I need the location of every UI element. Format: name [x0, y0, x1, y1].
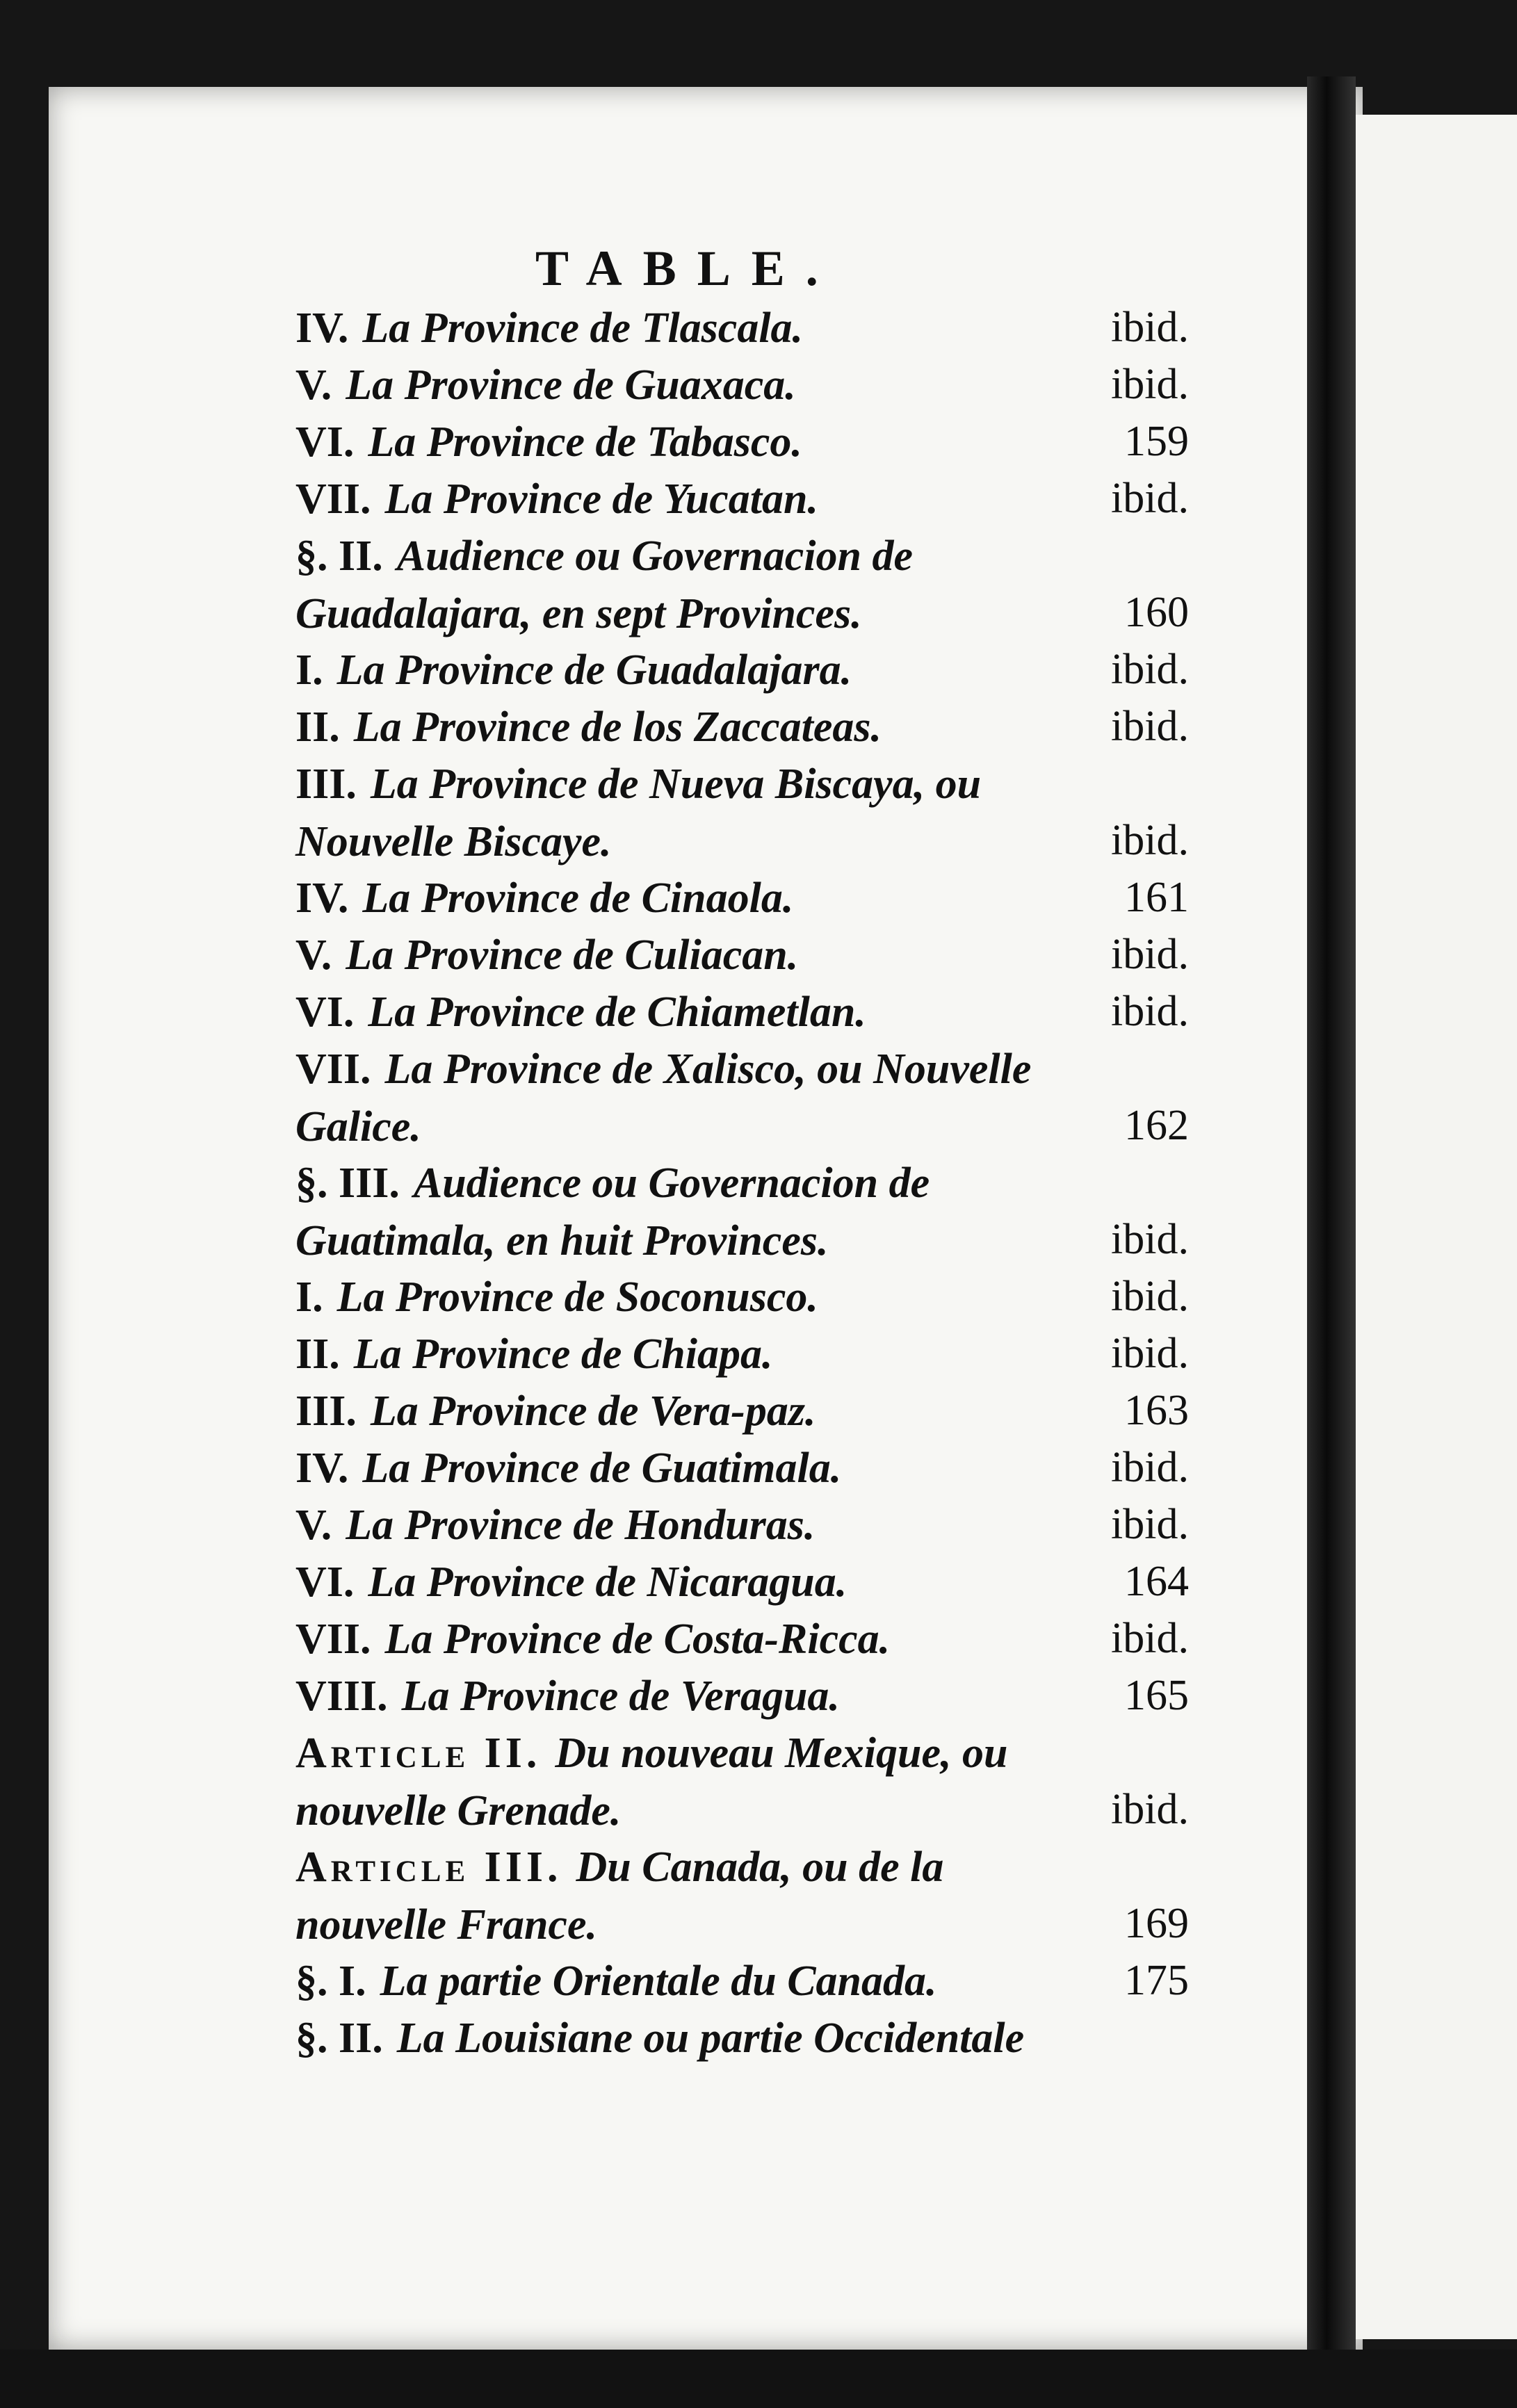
entry-number: IV. [295, 1445, 349, 1492]
entry-text: La Province de Vera-paz. [370, 1388, 816, 1435]
toc-line [295, 2009, 1189, 2066]
entry-number: §. II. [295, 2015, 383, 2062]
entry-number: III. [295, 760, 357, 808]
toc-line [295, 1667, 1189, 1724]
entry-text: La Province de Tabasco. [368, 418, 802, 466]
entry-page: 165 [1124, 1672, 1189, 1719]
toc-line [295, 1496, 1189, 1553]
toc-line [295, 641, 1189, 698]
toc-line [295, 1382, 1189, 1439]
entry-page: 164 [1124, 1558, 1189, 1605]
entry-text: La Province de Guatimala. [362, 1445, 842, 1492]
entry-number: II. [295, 703, 340, 751]
entry-text: La Province de Tlascala. [362, 304, 804, 352]
entry-page: ibid. [1111, 1273, 1189, 1320]
toc-line [295, 1268, 1189, 1325]
entry-number: IV. [295, 874, 349, 922]
entry-number: VII. [295, 475, 371, 523]
entry-text: La Province de Yucatan. [384, 475, 818, 523]
toc-entry [295, 1325, 1189, 1382]
entry-text: La Province de Chiametlan. [368, 989, 866, 1036]
entry-number: VI. [295, 989, 355, 1036]
entry-text: La Province de Nicaragua. [368, 1559, 847, 1606]
entry-number: III. [295, 1388, 357, 1435]
entry-page: ibid. [1111, 1786, 1189, 1833]
toc-line [295, 1553, 1189, 1610]
toc-entry-section [295, 527, 1189, 642]
entry-page: ibid. [1111, 703, 1189, 750]
toc-line [295, 413, 1189, 470]
entry-page: ibid. [1111, 1216, 1189, 1263]
entry-number: V. [295, 1502, 332, 1549]
entry-page: ibid. [1111, 1444, 1189, 1491]
entry-text: Du nouveau Mexique, ou nouvelle Grenade. [295, 1730, 1008, 1835]
entry-text: La partie Orientale du Canada. [380, 1958, 937, 2005]
entry-page: 162 [1124, 1102, 1189, 1149]
entry-text: La Province de Culiacan. [346, 932, 799, 979]
entry-page: ibid. [1111, 817, 1189, 864]
entry-text: La Province de Veragua. [401, 1673, 840, 1720]
entry-number: IV. [295, 304, 349, 352]
toc-entry [295, 1268, 1189, 1325]
toc-line [295, 1040, 1189, 1155]
toc-entry [295, 299, 1189, 356]
toc-entry [295, 356, 1189, 413]
toc-line [295, 869, 1189, 926]
entry-number: VII. [295, 1616, 371, 1663]
entry-text: La Province de los Zaccateas. [353, 703, 882, 751]
toc-entry-article [295, 1838, 1189, 1953]
entry-page: ibid. [1111, 1501, 1189, 1548]
entry-number: VI. [295, 1559, 355, 1606]
entry-text: La Province de Honduras. [346, 1502, 816, 1549]
toc-line [295, 755, 1189, 870]
toc-line [295, 1325, 1189, 1382]
toc-entry [295, 755, 1189, 870]
entry-page: ibid. [1111, 475, 1189, 522]
toc-entry [295, 1382, 1189, 1439]
toc-entry [295, 698, 1189, 755]
entry-number: V. [295, 361, 332, 409]
toc-entry [295, 641, 1189, 698]
toc-entry [295, 1952, 1189, 2009]
entry-page: 175 [1124, 1957, 1189, 2004]
entry-page: ibid. [1111, 988, 1189, 1035]
entry-text: La Province de Costa-Ricca. [384, 1616, 891, 1663]
entry-text: La Province de Nueva Biscaya, ou Nouvelle Biscaye. [295, 760, 982, 865]
entry-page: 159 [1124, 418, 1189, 465]
entry-text: La Louisiane ou partie Occidentale [396, 2015, 1025, 2062]
entry-text: La Province de Guadalajara. [336, 646, 852, 694]
entry-number: VI. [295, 418, 355, 466]
entry-text: La Province de Guaxaca. [346, 361, 796, 409]
entry-page: 161 [1124, 874, 1189, 921]
entry-number: V. [295, 932, 332, 979]
toc-entry-section [295, 1154, 1189, 1269]
entry-number: II. [295, 1331, 340, 1378]
toc-entry [295, 983, 1189, 1040]
entry-text: Audience ou Governacion de Guadalajara, en sept Provinces. [295, 532, 914, 637]
entry-number: Article III. [295, 1844, 562, 1891]
entry-page: 160 [1124, 589, 1189, 636]
toc-line [295, 356, 1189, 413]
toc-entry [295, 1439, 1189, 1496]
toc-line [295, 527, 1189, 642]
toc-line [295, 470, 1189, 527]
entry-page: ibid. [1111, 646, 1189, 693]
toc-line [295, 983, 1189, 1040]
entry-page: 169 [1124, 1900, 1189, 1947]
entry-text: Audience ou Governacion de Guatimala, en huit Provinces. [295, 1160, 930, 1264]
entry-number: I. [295, 1274, 323, 1321]
page-title: TABLE. [535, 241, 839, 296]
entry-number: Article II. [295, 1730, 542, 1777]
entry-number: VIII. [295, 1673, 388, 1720]
toc-entry [295, 869, 1189, 926]
toc-entry [295, 1610, 1189, 1667]
toc-line [295, 299, 1189, 356]
entry-text: La Province de Xalisco, ou Nouvelle Galice. [295, 1046, 1032, 1150]
toc-entry [295, 1496, 1189, 1553]
book-gutter [1307, 76, 1356, 2357]
toc-entry-article [295, 1724, 1189, 1839]
entry-number: VII. [295, 1046, 371, 1093]
entry-text: Du Canada, ou de la nouvelle France. [295, 1844, 944, 1949]
entry-text: La Province de Soconusco. [336, 1274, 818, 1321]
entry-page: 163 [1124, 1387, 1189, 1434]
entry-page: ibid. [1111, 304, 1189, 351]
toc-entry [295, 2009, 1189, 2066]
toc-entry [295, 1667, 1189, 1724]
entry-number: I. [295, 646, 323, 694]
toc-entry [295, 413, 1189, 470]
toc-line [295, 1952, 1189, 2009]
toc-line [295, 1154, 1189, 1269]
entry-number: §. I. [295, 1958, 366, 2005]
entry-text: La Province de Cinaola. [362, 874, 794, 922]
toc-line [295, 1838, 1189, 1953]
toc-entry [295, 926, 1189, 983]
toc-line [295, 1724, 1189, 1839]
entry-number: §. III. [295, 1160, 400, 1207]
toc-entry [295, 1553, 1189, 1610]
toc-line [295, 698, 1189, 755]
toc-entry [295, 1040, 1189, 1155]
entry-number: §. II. [295, 532, 383, 580]
toc-line [295, 926, 1189, 983]
entry-page: ibid. [1111, 1330, 1189, 1377]
toc-line [295, 1610, 1189, 1667]
facing-page-fragment [1356, 115, 1517, 2339]
toc-entry [295, 470, 1189, 527]
entry-text: La Province de Chiapa. [353, 1331, 773, 1378]
toc-line [295, 1439, 1189, 1496]
scan-bottom-edge [0, 2350, 1517, 2408]
entry-page: ibid. [1111, 361, 1189, 408]
entry-page: ibid. [1111, 931, 1189, 978]
entry-page: ibid. [1111, 1615, 1189, 1662]
